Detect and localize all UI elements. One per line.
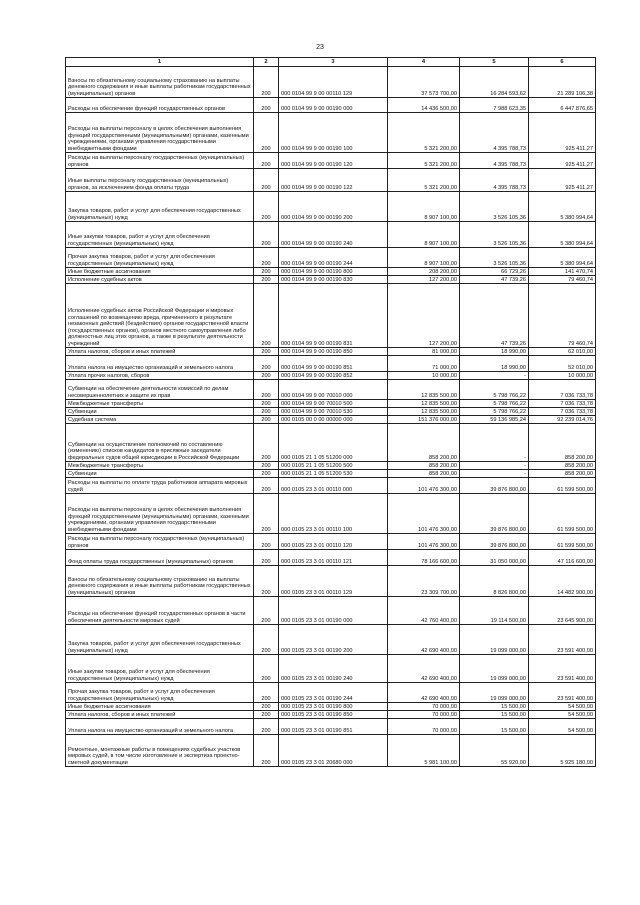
row-approved-amount: 42 690 400,00: [388, 655, 460, 683]
row-budget-code: 000 0105 23 3 01 00190 851: [279, 719, 388, 735]
table-row: [66, 222, 596, 248]
budget-execution-table: [65, 57, 596, 767]
row-line-code: 200: [254, 380, 279, 400]
row-name: Иные бюджетные ассигнования: [66, 703, 254, 711]
row-budget-code: 000 0104 99 9 00 00190 120: [279, 153, 388, 169]
row-line-code: 200: [254, 470, 279, 478]
row-approved-amount: 858 200,00: [388, 424, 460, 462]
row-approved-amount: 70 000,00: [388, 719, 460, 735]
row-remaining-amount: 858 200,00: [529, 470, 596, 478]
row-approved-amount: 208 200,00: [388, 268, 460, 276]
row-approved-amount: 101 476 300,00: [388, 478, 460, 494]
row-approved-amount: 12 835 500,00: [388, 408, 460, 416]
table-row: [66, 597, 596, 625]
row-line-code: 200: [254, 153, 279, 169]
row-line-code: 200: [254, 625, 279, 655]
column-header: 6: [529, 58, 596, 67]
row-name: Иные закупки товаров, работ и услуг для обеспечения государственных (муниципальных) нужд: [66, 222, 254, 248]
row-executed-amount: 31 050 000,00: [460, 550, 529, 566]
row-executed-amount: 39 876 800,00: [460, 534, 529, 550]
row-line-code: 200: [254, 67, 279, 98]
row-executed-amount: 18 990,00: [460, 356, 529, 372]
table-row: [66, 625, 596, 655]
row-line-code: 200: [254, 98, 279, 113]
row-remaining-amount: 6 447 876,65: [529, 98, 596, 113]
row-approved-amount: 151 376 000,00: [388, 416, 460, 424]
row-line-code: 200: [254, 462, 279, 470]
row-approved-amount: 12 835 500,00: [388, 400, 460, 408]
row-budget-code: 000 0104 99 9 00 70010 530: [279, 408, 388, 416]
row-name: Иные выплаты персоналу государственных (муниципальных) органов, за исключением фонда оплаты труда: [66, 169, 254, 192]
row-approved-amount: 42 690 400,00: [388, 683, 460, 703]
row-executed-amount: 3 526 105,36: [460, 222, 529, 248]
row-remaining-amount: 925 411,27: [529, 153, 596, 169]
row-approved-amount: 42 690 400,00: [388, 625, 460, 655]
row-budget-code: 000 0105 21 1 05 51200 500: [279, 462, 388, 470]
row-executed-amount: -: [460, 372, 529, 380]
row-name: Уплата налогов, сборов и иных платежей: [66, 711, 254, 719]
table-row: [66, 372, 596, 380]
row-line-code: 200: [254, 566, 279, 597]
row-budget-code: 000 0104 99 9 00 00190 850: [279, 348, 388, 356]
row-budget-code: 000 0104 99 9 00 00190 122: [279, 169, 388, 192]
table-row: [66, 268, 596, 276]
row-name: Расходы на обеспечение функций государственных органов в части обеспечения деятельности мировых судей: [66, 597, 254, 625]
row-line-code: 200: [254, 735, 279, 767]
table-row: [66, 113, 596, 153]
row-approved-amount: 101 476 300,00: [388, 534, 460, 550]
row-executed-amount: 8 826 800,00: [460, 566, 529, 597]
row-budget-code: 000 0104 99 9 00 00190 000: [279, 98, 388, 113]
row-line-code: 200: [254, 268, 279, 276]
row-remaining-amount: 61 599 500,00: [529, 478, 596, 494]
row-name: Расходы на выплаты персоналу в целях обеспечения выполнения функций государственными (муниципальными) органами, казенными учреждениями, органами управления государственными внебюджетными фондами: [66, 494, 254, 534]
row-approved-amount: 858 200,00: [388, 470, 460, 478]
table-row: [66, 169, 596, 192]
row-name: Судебная система: [66, 416, 254, 424]
row-executed-amount: 4 395 788,73: [460, 113, 529, 153]
table-row: [66, 550, 596, 566]
row-executed-amount: 5 798 766,22: [460, 400, 529, 408]
row-approved-amount: 37 573 700,00: [388, 67, 460, 98]
row-executed-amount: 5 798 766,22: [460, 380, 529, 400]
table-row: [66, 408, 596, 416]
row-executed-amount: -: [460, 462, 529, 470]
row-approved-amount: 23 309 700,00: [388, 566, 460, 597]
row-name: Уплата налога на имущество организаций и земельного налога: [66, 356, 254, 372]
row-budget-code: 000 0105 21 1 05 51200 000: [279, 424, 388, 462]
row-approved-amount: 5 321 200,00: [388, 169, 460, 192]
row-budget-code: 000 0105 23 3 01 00110 121: [279, 550, 388, 566]
row-remaining-amount: 79 460,74: [529, 284, 596, 348]
row-budget-code: 000 0105 00 0 00 00000 000: [279, 416, 388, 424]
row-remaining-amount: 21 289 106,38: [529, 67, 596, 98]
row-executed-amount: -: [460, 424, 529, 462]
row-approved-amount: 71 000,00: [388, 356, 460, 372]
row-budget-code: 000 0105 23 3 01 00190 240: [279, 655, 388, 683]
row-budget-code: 000 0105 21 1 05 51200 530: [279, 470, 388, 478]
row-approved-amount: 8 907 100,00: [388, 192, 460, 222]
row-name: Взносы по обязательному социальному страхованию на выплаты денежного содержания и иные выплаты работникам государственных (муниципальных) органов: [66, 566, 254, 597]
row-executed-amount: 55 920,00: [460, 735, 529, 767]
table-body: [66, 67, 596, 767]
row-name: Прочая закупка товаров, работ и услуг для обеспечения государственных (муниципальных) нужд: [66, 683, 254, 703]
row-line-code: 200: [254, 408, 279, 416]
table-row: [66, 735, 596, 767]
row-line-code: 200: [254, 719, 279, 735]
row-executed-amount: 7 988 623,35: [460, 98, 529, 113]
row-name: Уплата прочих налогов, сборов: [66, 372, 254, 380]
row-remaining-amount: 79 460,74: [529, 276, 596, 284]
row-budget-code: 000 0104 99 9 00 00190 100: [279, 113, 388, 153]
row-approved-amount: 101 476 300,00: [388, 494, 460, 534]
row-line-code: 200: [254, 550, 279, 566]
row-executed-amount: 16 284 593,62: [460, 67, 529, 98]
row-remaining-amount: 5 925 180,00: [529, 735, 596, 767]
column-header: 2: [254, 58, 279, 67]
table-row: [66, 719, 596, 735]
row-budget-code: 000 0104 99 9 00 00190 852: [279, 372, 388, 380]
row-approved-amount: 81 000,00: [388, 348, 460, 356]
row-line-code: 200: [254, 192, 279, 222]
row-budget-code: 000 0105 23 3 01 00190 000: [279, 597, 388, 625]
row-remaining-amount: 7 036 733,78: [529, 380, 596, 400]
row-executed-amount: 19 099 000,00: [460, 625, 529, 655]
table-row: [66, 711, 596, 719]
row-name: Ремонтные, монтажные работы в помещениях судебных участков мировых судей, в том числе изготовление и экспертиза проектно-сметной документации: [66, 735, 254, 767]
row-remaining-amount: 54 500,00: [529, 719, 596, 735]
row-line-code: 200: [254, 703, 279, 711]
row-budget-code: 000 0105 23 3 01 00190 244: [279, 683, 388, 703]
row-executed-amount: 18 990,00: [460, 348, 529, 356]
column-header: 5: [460, 58, 529, 67]
row-executed-amount: 5 798 766,22: [460, 408, 529, 416]
row-executed-amount: 39 876 800,00: [460, 478, 529, 494]
table-row: [66, 478, 596, 494]
page-number: 23: [316, 44, 324, 51]
row-name: Расходы на выплаты по оплате труда работников аппарата мировых судей: [66, 478, 254, 494]
row-remaining-amount: 5 380 994,64: [529, 222, 596, 248]
row-budget-code: 000 0104 99 9 00 00190 800: [279, 268, 388, 276]
row-line-code: 200: [254, 356, 279, 372]
row-executed-amount: -: [460, 470, 529, 478]
table-row: [66, 348, 596, 356]
row-remaining-amount: 23 591 400,00: [529, 625, 596, 655]
row-line-code: 200: [254, 169, 279, 192]
row-remaining-amount: 61 599 500,00: [529, 534, 596, 550]
row-name: Расходы на выплаты персоналу в целях обеспечения выполнения функций государственными (муниципальными) органами, казенными учреждениями, органами управления государственными внебюджетными фондами: [66, 113, 254, 153]
row-line-code: 200: [254, 416, 279, 424]
row-name: Субвенции: [66, 470, 254, 478]
row-name: Прочая закупка товаров, работ и услуг для обеспечения государственных (муниципальных) нужд: [66, 248, 254, 268]
row-line-code: 200: [254, 113, 279, 153]
row-executed-amount: 19 099 000,00: [460, 683, 529, 703]
row-name: Межбюджетные трансферты: [66, 462, 254, 470]
column-header: 3: [279, 58, 388, 67]
row-name: Расходы на выплаты персоналу государственных (муниципальных) органов: [66, 534, 254, 550]
row-line-code: 200: [254, 400, 279, 408]
table-row: [66, 400, 596, 408]
row-approved-amount: 10 000,00: [388, 372, 460, 380]
row-approved-amount: 70 000,00: [388, 703, 460, 711]
table-row: [66, 534, 596, 550]
table-row: [66, 494, 596, 534]
table-row: [66, 566, 596, 597]
row-remaining-amount: 61 599 500,00: [529, 494, 596, 534]
table-row: [66, 462, 596, 470]
row-executed-amount: 19 114 500,00: [460, 597, 529, 625]
table-row: [66, 424, 596, 462]
row-line-code: 200: [254, 597, 279, 625]
row-name: Расходы на обеспечение функций государственных органов: [66, 98, 254, 113]
row-remaining-amount: 14 482 900,00: [529, 566, 596, 597]
table-row: [66, 703, 596, 711]
row-budget-code: 000 0104 99 9 00 00190 831: [279, 284, 388, 348]
row-remaining-amount: 23 645 900,00: [529, 597, 596, 625]
row-remaining-amount: 23 591 400,00: [529, 683, 596, 703]
row-approved-amount: 70 000,00: [388, 711, 460, 719]
row-remaining-amount: 141 470,74: [529, 268, 596, 276]
row-budget-code: 000 0104 99 9 00 00190 830: [279, 276, 388, 284]
row-name: Межбюджетные трансферты: [66, 400, 254, 408]
row-remaining-amount: 858 200,00: [529, 462, 596, 470]
row-approved-amount: 14 436 500,00: [388, 98, 460, 113]
row-remaining-amount: 23 591 400,00: [529, 655, 596, 683]
row-budget-code: 000 0105 23 3 01 00110 120: [279, 534, 388, 550]
row-remaining-amount: 54 500,00: [529, 703, 596, 711]
row-executed-amount: 47 739,26: [460, 284, 529, 348]
row-line-code: 200: [254, 276, 279, 284]
row-line-code: 200: [254, 222, 279, 248]
row-line-code: 200: [254, 372, 279, 380]
table-row: [66, 192, 596, 222]
row-name: Субвенции на осуществление полномочий по составлению (изменению) списков кандидатов в присяжные заседатели федеральных судов общей юрисдикции в Российской Федерации: [66, 424, 254, 462]
row-approved-amount: 127 200,00: [388, 276, 460, 284]
row-remaining-amount: 54 500,00: [529, 711, 596, 719]
row-executed-amount: 4 395 788,73: [460, 153, 529, 169]
row-executed-amount: 15 500,00: [460, 703, 529, 711]
table-row: [66, 380, 596, 400]
table-header-row: [66, 58, 596, 67]
row-budget-code: 000 0105 23 3 01 00110 129: [279, 566, 388, 597]
row-budget-code: 000 0104 99 9 00 00190 851: [279, 356, 388, 372]
row-name: Взносы по обязательному социальному страхованию на выплаты денежного содержания и иные выплаты работникам государственных (муниципальных) органов: [66, 67, 254, 98]
row-executed-amount: 59 136 985,24: [460, 416, 529, 424]
table-row: [66, 416, 596, 424]
row-approved-amount: 8 907 100,00: [388, 222, 460, 248]
row-remaining-amount: 92 239 014,76: [529, 416, 596, 424]
row-budget-code: 000 0105 23 3 01 00110 100: [279, 494, 388, 534]
row-approved-amount: 8 907 100,00: [388, 248, 460, 268]
row-line-code: 200: [254, 683, 279, 703]
row-approved-amount: 5 321 200,00: [388, 153, 460, 169]
row-budget-code: 000 0105 23 3 01 00190 800: [279, 703, 388, 711]
row-budget-code: 000 0104 99 9 00 00110 129: [279, 67, 388, 98]
row-approved-amount: 5 981 100,00: [388, 735, 460, 767]
row-line-code: 200: [254, 655, 279, 683]
row-executed-amount: 47 739,26: [460, 276, 529, 284]
row-executed-amount: 3 526 105,36: [460, 192, 529, 222]
row-approved-amount: 127 200,00: [388, 284, 460, 348]
row-line-code: 200: [254, 348, 279, 356]
row-remaining-amount: 7 036 733,78: [529, 400, 596, 408]
row-approved-amount: 12 835 500,00: [388, 380, 460, 400]
table-row: [66, 470, 596, 478]
row-line-code: 200: [254, 711, 279, 719]
row-line-code: 200: [254, 424, 279, 462]
row-name: Закупка товаров, работ и услуг для обеспечения государственных (муниципальных) нужд: [66, 192, 254, 222]
row-budget-code: 000 0104 99 9 00 70010 500: [279, 400, 388, 408]
row-budget-code: 000 0104 99 9 00 00190 244: [279, 248, 388, 268]
row-name: Уплата налога на имущество организаций и земельного налога: [66, 719, 254, 735]
table-row: [66, 98, 596, 113]
row-name: Расходы на выплаты персоналу государственных (муниципальных) органов: [66, 153, 254, 169]
table-row: [66, 284, 596, 348]
row-budget-code: 000 0105 23 3 01 00190 200: [279, 625, 388, 655]
row-remaining-amount: 7 036 733,78: [529, 408, 596, 416]
row-name: Субвенции на обеспечение деятельности комиссий по делам несовершеннолетних и защите их прав: [66, 380, 254, 400]
row-name: Закупка товаров, работ и услуг для обеспечения государственных (муниципальных) нужд: [66, 625, 254, 655]
row-name: Исполнение судебных актов: [66, 276, 254, 284]
row-name: Уплата налогов, сборов и иных платежей: [66, 348, 254, 356]
row-budget-code: 000 0104 99 9 00 70010 000: [279, 380, 388, 400]
row-executed-amount: 3 526 105,36: [460, 248, 529, 268]
table-row: [66, 248, 596, 268]
row-remaining-amount: 858 200,00: [529, 424, 596, 462]
row-line-code: 200: [254, 534, 279, 550]
row-budget-code: 000 0105 23 3 01 00110 000: [279, 478, 388, 494]
row-remaining-amount: 5 380 994,64: [529, 192, 596, 222]
row-line-code: 200: [254, 494, 279, 534]
row-remaining-amount: 62 010,00: [529, 348, 596, 356]
row-budget-code: 000 0104 99 9 00 00190 240: [279, 222, 388, 248]
row-remaining-amount: 10 000,00: [529, 372, 596, 380]
column-header: 1: [66, 58, 254, 67]
row-executed-amount: 15 500,00: [460, 719, 529, 735]
row-approved-amount: 858 200,00: [388, 462, 460, 470]
row-approved-amount: 5 321 200,00: [388, 113, 460, 153]
row-remaining-amount: 925 411,27: [529, 169, 596, 192]
row-name: Иные закупки товаров, работ и услуг для обеспечения государственных (муниципальных) нужд: [66, 655, 254, 683]
column-header: 4: [388, 58, 460, 67]
row-executed-amount: 15 500,00: [460, 711, 529, 719]
row-name: Субвенции: [66, 408, 254, 416]
table-row: [66, 655, 596, 683]
row-executed-amount: 4 395 788,73: [460, 169, 529, 192]
row-approved-amount: 42 760 400,00: [388, 597, 460, 625]
table-row: [66, 683, 596, 703]
row-remaining-amount: 5 380 994,64: [529, 248, 596, 268]
row-line-code: 200: [254, 478, 279, 494]
row-remaining-amount: 925 411,27: [529, 113, 596, 153]
row-budget-code: 000 0105 23 3 01 20680 000: [279, 735, 388, 767]
table-row: [66, 276, 596, 284]
row-name: Иные бюджетные ассигнования: [66, 268, 254, 276]
table-row: [66, 153, 596, 169]
row-approved-amount: 78 166 600,00: [388, 550, 460, 566]
row-remaining-amount: 47 116 600,00: [529, 550, 596, 566]
table-row: [66, 356, 596, 372]
row-budget-code: 000 0105 23 3 01 00190 850: [279, 711, 388, 719]
row-executed-amount: 19 099 000,00: [460, 655, 529, 683]
row-executed-amount: 39 876 800,00: [460, 494, 529, 534]
row-line-code: 200: [254, 284, 279, 348]
row-executed-amount: 66 729,26: [460, 268, 529, 276]
row-budget-code: 000 0104 99 9 00 00190 200: [279, 192, 388, 222]
row-line-code: 200: [254, 248, 279, 268]
table-row: [66, 67, 596, 98]
row-name: Исполнение судебных актов Российской Федерации и мировых соглашений по возмещению вреда, причиненного в результате незаконных действий (бездействия) органов государственной власти (государственных органов), органов местного самоуправления либо должностных лиц этих органов, а также в результате деятельности учреждений: [66, 284, 254, 348]
row-remaining-amount: 52 010,00: [529, 356, 596, 372]
row-name: Фонд оплаты труда государственных (муниципальных) органов: [66, 550, 254, 566]
